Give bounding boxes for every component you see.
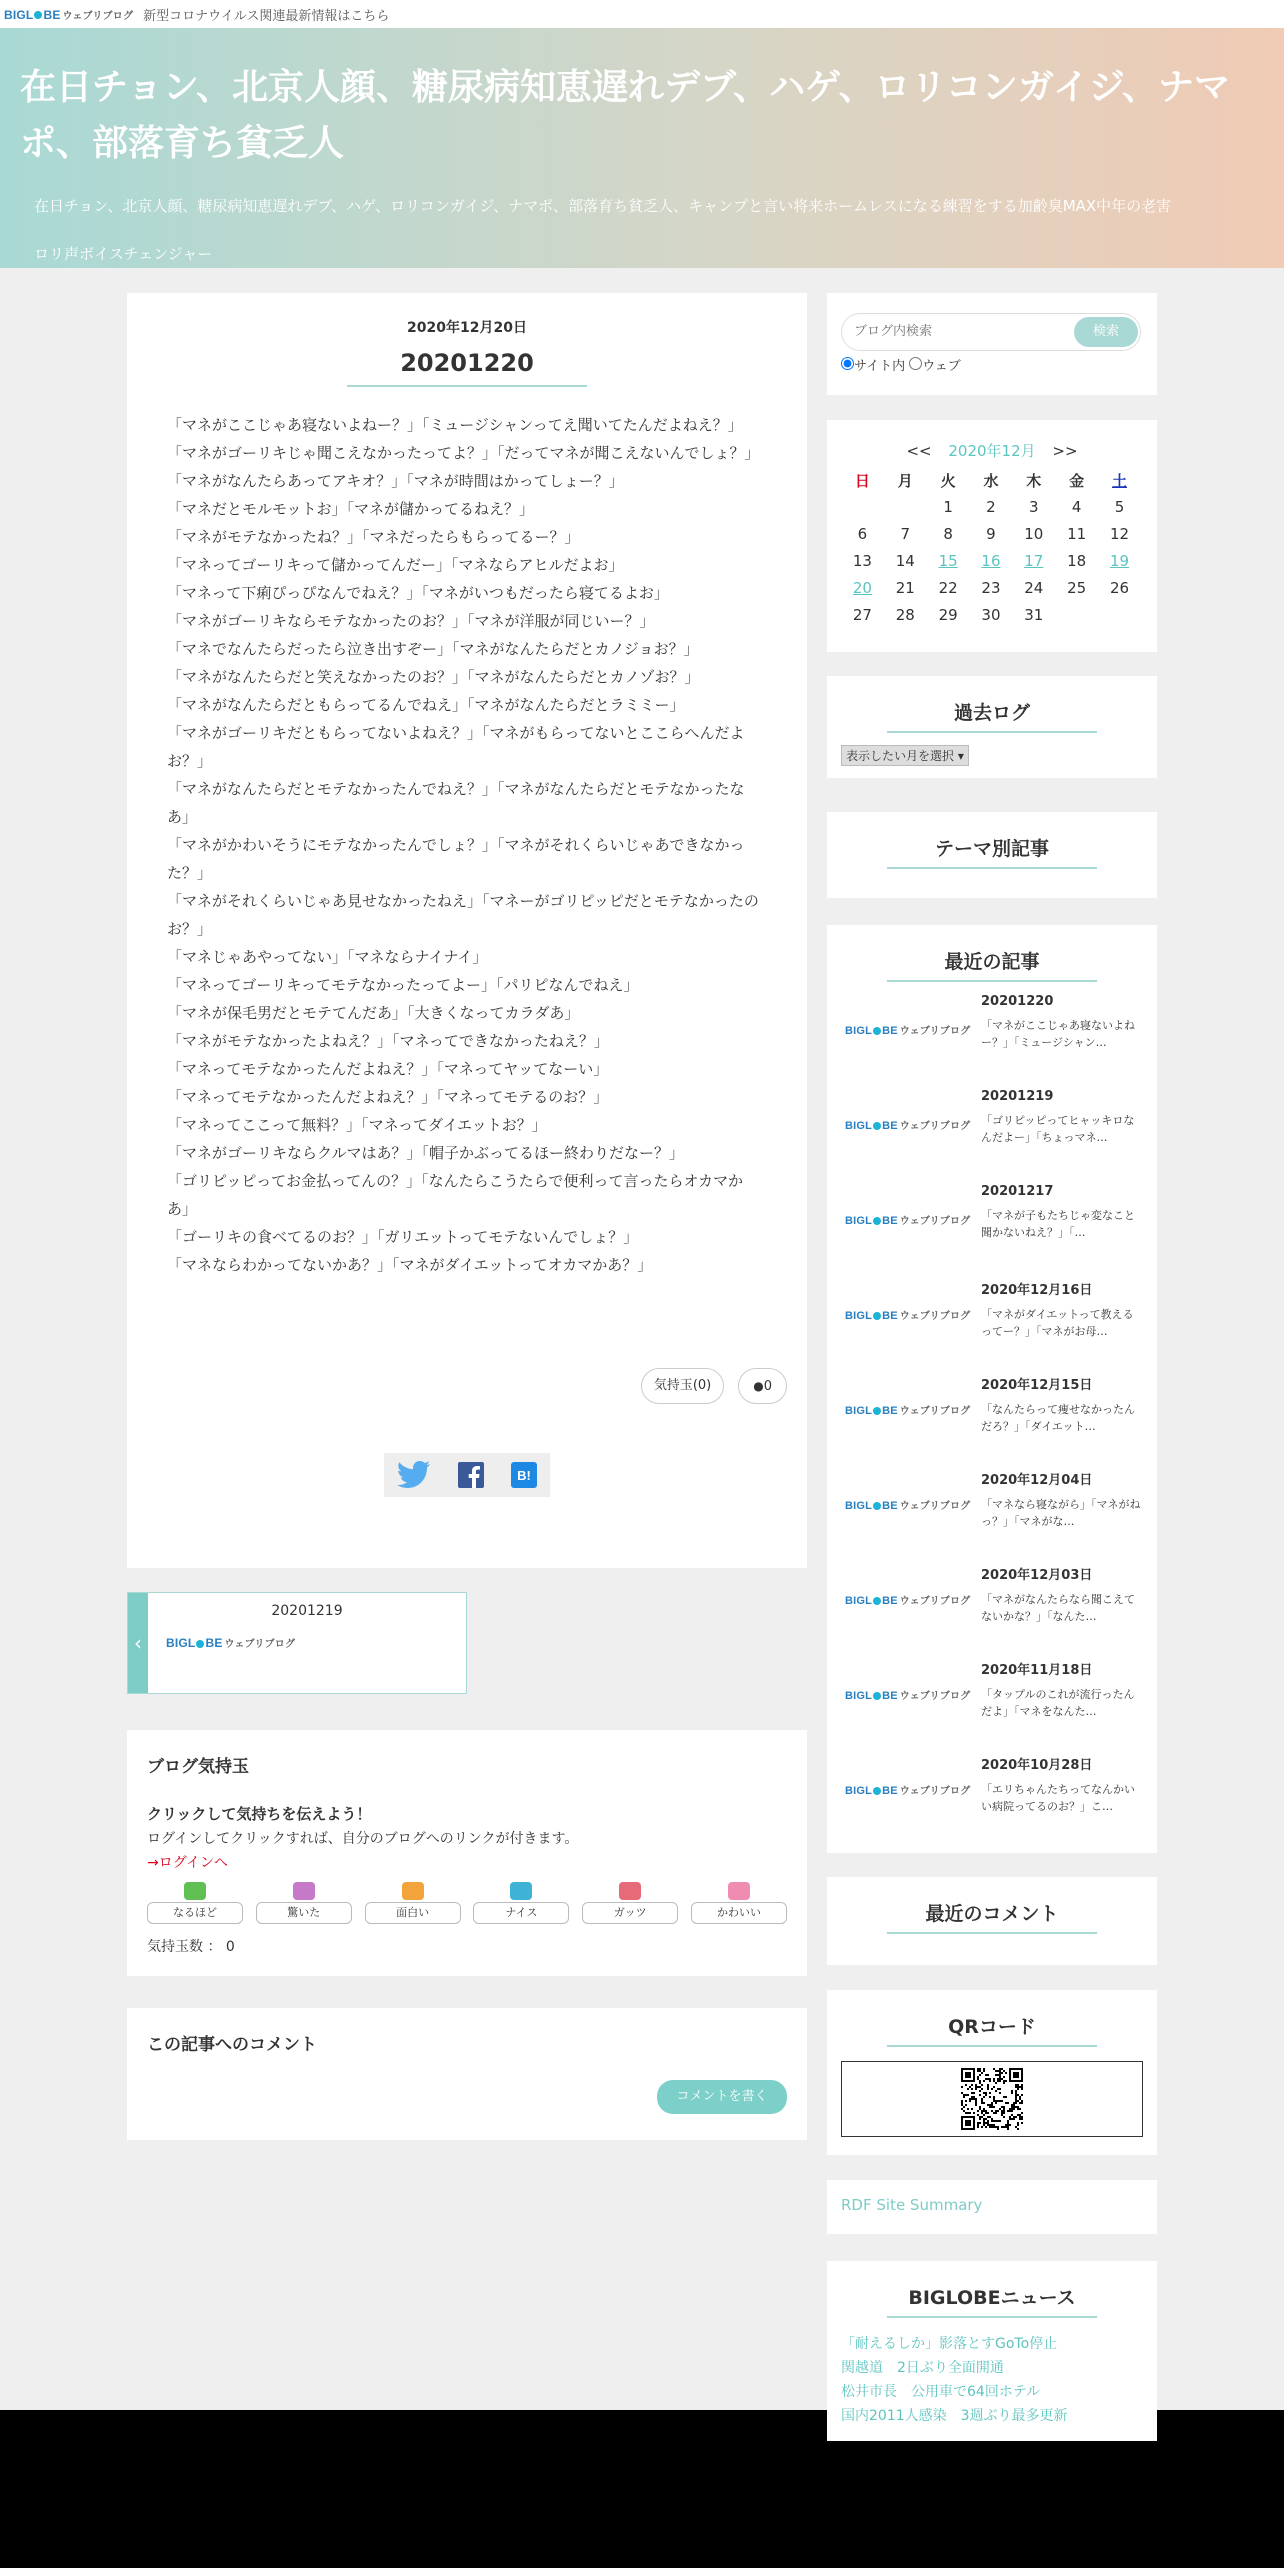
article-line: 「マネがそれくらいじゃあ見せなかったねえ」「マネーがゴリピッピだとモテなかったのお？」 bbox=[167, 892, 759, 938]
calendar-day: 9 bbox=[986, 524, 996, 543]
recent-item-excerpt: 「マネがなんたらなら聞こえてないかな？」「なんた… bbox=[981, 1593, 1135, 1623]
calendar-weekday: 水 bbox=[983, 471, 999, 490]
heading-line bbox=[887, 1932, 1097, 1934]
calendar-day: 30 bbox=[981, 605, 1001, 624]
logo-dot bbox=[873, 1217, 881, 1225]
news-item[interactable]: 「耐えるしか」影落とすGoTo停止 bbox=[841, 2336, 1058, 2352]
calendar-day: 24 bbox=[1024, 578, 1044, 597]
kimochi-face-icon bbox=[402, 1882, 424, 1900]
kimochi-count: 気持玉数 ： 0 bbox=[147, 1939, 235, 1955]
calendar-weekday: 土 bbox=[1112, 471, 1128, 490]
recent-thumb-logo bbox=[841, 1089, 981, 1184]
news-item[interactable]: 国内2011人感染 3週ぶり最多更新 bbox=[841, 2408, 1068, 2424]
heading-line bbox=[887, 2316, 1097, 2318]
recent-item-excerpt: 「タップルのこれが流行ったんだよ」「マネをなんた… bbox=[981, 1688, 1135, 1718]
kimochi-label: ナイス bbox=[473, 1902, 569, 1924]
share-bar bbox=[384, 1453, 550, 1497]
article-line: 「マネってゴーリキってモテなかったってよー」「パリピなんでねえ」 bbox=[167, 976, 639, 994]
write-comment-button[interactable]: コメントを書く bbox=[657, 2080, 787, 2114]
rdf-box bbox=[827, 2180, 1157, 2234]
description-line-2: ロリ声ボイスチェンジャー bbox=[34, 245, 213, 263]
logo-text: BIGL bbox=[845, 1500, 873, 1512]
recent-heading: 最近の記事 bbox=[944, 951, 1040, 973]
heading-line bbox=[887, 980, 1097, 982]
qr-frame bbox=[841, 2061, 1143, 2137]
svg-text:B!: B! bbox=[516, 1468, 531, 1483]
kimochi-label: 驚いた bbox=[256, 1902, 352, 1924]
kimochi-note: ログインしてクリックすれば、自分のブログへのリンクが付きます。 bbox=[147, 1831, 579, 1847]
recent-comments-box bbox=[827, 1877, 1157, 1965]
site-radio-label: サイト内 bbox=[854, 359, 906, 374]
news-box bbox=[827, 2261, 1157, 2441]
logo-text-2: BE bbox=[882, 1595, 898, 1607]
theme-heading: テーマ別記事 bbox=[934, 838, 1049, 860]
comments-box bbox=[127, 2008, 807, 2140]
recent-item[interactable] bbox=[841, 994, 1143, 1089]
logo-dot bbox=[873, 1502, 881, 1510]
recent-item[interactable] bbox=[841, 1374, 1143, 1469]
logo-dot bbox=[873, 1692, 881, 1700]
kimochi-label: なるほど bbox=[147, 1902, 243, 1924]
logo-text: BIGL bbox=[845, 1690, 873, 1702]
logo-sub: ウェブリブログ bbox=[899, 1311, 971, 1322]
logo-sub: ウェブリブログ bbox=[899, 1216, 971, 1227]
heading-line bbox=[887, 731, 1097, 733]
recent-item-date: 20201217 bbox=[981, 1184, 1054, 1199]
news-heading: BIGLOBEニュース bbox=[908, 2287, 1076, 2309]
article-body bbox=[127, 387, 807, 1279]
calendar-day: 8 bbox=[943, 524, 953, 543]
calendar-day: 25 bbox=[1067, 578, 1087, 597]
kimochi-label: ガッツ bbox=[582, 1902, 678, 1924]
logo-sub: ウェブリブログ bbox=[899, 1691, 971, 1702]
search-box bbox=[827, 293, 1157, 395]
calendar-box bbox=[827, 420, 1157, 652]
calendar-day bbox=[841, 493, 884, 520]
article-line: 「マネってゴーリキって儲かってんだー」「マネならアヒルだよお」 bbox=[167, 556, 624, 574]
calendar-day bbox=[1098, 601, 1141, 628]
calendar-day[interactable]: 16 bbox=[981, 551, 1001, 570]
calendar-weekday: 日 bbox=[854, 471, 870, 490]
calendar-day[interactable]: 20 bbox=[852, 578, 872, 597]
calendar-day: 27 bbox=[852, 605, 872, 624]
recent-thumb-logo bbox=[841, 1279, 981, 1374]
recent-thumb-logo bbox=[841, 1184, 981, 1279]
logo-sub: ウェブリブログ bbox=[899, 1406, 971, 1417]
search-scope bbox=[841, 355, 1143, 374]
recent-item[interactable] bbox=[841, 1184, 1143, 1279]
archive-select[interactable]: 表示したい月を選択 ▾ bbox=[841, 745, 969, 766]
blog-description bbox=[20, 182, 1264, 278]
archive-box bbox=[827, 676, 1157, 778]
kimochi-item[interactable] bbox=[365, 1882, 461, 1924]
article-line: 「マネでなんたらだったら泣き出すぞー」「マネがなんたらだとカノジョお？」 bbox=[167, 640, 699, 658]
web-radio[interactable] bbox=[909, 357, 922, 370]
calendar-table bbox=[841, 467, 1141, 628]
logo-dot bbox=[34, 11, 42, 19]
logo-sub: ウェブリブログ bbox=[899, 1026, 971, 1037]
description-line-1: 在日チョン、北京人顔、糖尿病知恵遅れデブ、ハゲ、ロリコンガイジ、ナマポ、部落育ち貧乏人、キャンプと言い将来ホームレスになる練習をする加齢臭MAX中年の老害 bbox=[34, 197, 1172, 215]
calendar-weekday: 木 bbox=[1026, 471, 1042, 490]
article-title[interactable]: 20201220 bbox=[400, 349, 534, 377]
recent-item[interactable] bbox=[841, 1279, 1143, 1374]
article-line: 「マネがゴーリキじゃ聞こえなかったってよ？」「だってマネが聞こえないんでしょ？」 bbox=[167, 444, 760, 462]
logo-text-2: BE bbox=[882, 1500, 898, 1512]
logo-text: BIGL bbox=[166, 1636, 196, 1650]
article-line: 「ゴリピッピってお金払ってんの？」「なんたらこうたらで便利って言ったらオカマかあ」 bbox=[167, 1172, 744, 1218]
article-line: 「マネがモテなかったね？」「マネだったらもらってるー？」 bbox=[167, 528, 580, 546]
logo-text-2: BE bbox=[882, 1310, 898, 1322]
calendar-day: 26 bbox=[1109, 578, 1130, 597]
recent-item-date: 2020年10月28日 bbox=[981, 1758, 1093, 1773]
calendar-prev[interactable]: << bbox=[906, 442, 932, 460]
facebook-icon[interactable] bbox=[458, 1462, 484, 1488]
kimochi-item[interactable] bbox=[147, 1882, 243, 1924]
logo-text: BIGL bbox=[845, 1215, 873, 1227]
recent-item-excerpt: 「マネなら寝ながら」「マネがねっ？」「マネがな… bbox=[981, 1498, 1141, 1528]
article-line: 「マネってモテなかったんだよねえ？」「マネってヤッてなーい」 bbox=[167, 1060, 609, 1078]
recent-item[interactable] bbox=[841, 1659, 1143, 1754]
recent-box bbox=[827, 925, 1157, 1853]
recent-thumb-logo bbox=[841, 994, 981, 1089]
web-radio-label: ウェブ bbox=[922, 359, 961, 374]
logo-text-2: BE bbox=[205, 1636, 223, 1650]
calendar-weekday: 月 bbox=[897, 471, 913, 490]
calendar-day: 10 bbox=[1024, 524, 1044, 543]
logo-sub: ウェブリブログ bbox=[899, 1596, 971, 1607]
logo-sub: ウェブリブログ bbox=[224, 1639, 296, 1650]
kimochi-face-icon bbox=[510, 1882, 532, 1900]
recent-thumb-logo bbox=[841, 1754, 981, 1849]
article-line: 「マネならわかってないかあ？」「マネがダイエットってオカマかあ？」 bbox=[167, 1256, 653, 1274]
calendar-day: 28 bbox=[895, 605, 915, 624]
kimochi-box bbox=[127, 1730, 807, 1976]
logo-text-2: BE bbox=[882, 1025, 898, 1037]
calendar-day: 6 bbox=[857, 524, 868, 543]
logo-dot bbox=[873, 1597, 881, 1605]
calendar-day: 5 bbox=[1114, 497, 1125, 516]
kimochi-item[interactable] bbox=[691, 1882, 787, 1924]
kimochi-item[interactable] bbox=[256, 1882, 352, 1924]
article-line: 「マネがゴーリキならクルマはあ？」「帽子かぶってるほー終わりだなー？」 bbox=[167, 1144, 685, 1162]
calendar-day: 3 bbox=[1029, 497, 1039, 516]
recent-item-date: 2020年11月18日 bbox=[981, 1663, 1093, 1678]
logo-text: BIGL bbox=[845, 1595, 873, 1607]
calendar-day: 11 bbox=[1067, 524, 1087, 543]
article-line: 「マネがなんたらあってアキオ？」「マネが時間はかってしょー？」 bbox=[167, 472, 624, 490]
recent-thumb-logo bbox=[841, 1564, 981, 1659]
qr-code-icon bbox=[961, 2068, 1023, 2130]
login-link[interactable]: →ログインへ bbox=[147, 1855, 229, 1871]
calendar-day: 1 bbox=[943, 497, 953, 516]
logo-text-2: BE bbox=[882, 1120, 898, 1132]
logo-sub: ウェブリブログ bbox=[62, 10, 134, 22]
speech-bubble-icon: ● bbox=[753, 1379, 764, 1393]
recent-comments-heading: 最近のコメント bbox=[925, 1903, 1059, 1925]
article-line: 「マネがゴーリキならモテなかったのお？」「マネが洋服が同じいー？」 bbox=[167, 612, 655, 630]
article-actions bbox=[641, 1368, 787, 1404]
search-button[interactable]: 検索 bbox=[1074, 317, 1138, 347]
article-line: 「マネじゃあやってない」「マネならナイナイ」 bbox=[167, 948, 488, 966]
kimochi-label: 面白い bbox=[365, 1902, 461, 1924]
rdf-link[interactable]: RDF Site Summary bbox=[841, 2196, 983, 2214]
logo-text-2: BE bbox=[882, 1405, 898, 1417]
recent-item-excerpt: 「マネが子もたちじゃ変なこと聞かないねえ？」「… bbox=[981, 1209, 1135, 1239]
calendar-day: 21 bbox=[895, 578, 915, 597]
recent-item-date: 2020年12月04日 bbox=[981, 1473, 1093, 1488]
kimochi-face-icon bbox=[293, 1882, 315, 1900]
recent-item-date: 2020年12月16日 bbox=[981, 1283, 1093, 1298]
theme-box bbox=[827, 812, 1157, 898]
calendar-day bbox=[1055, 601, 1098, 628]
article-line: 「マネがなんたらだとモテなかったんでねえ？」「マネがなんたらだとモテなかったなあ」 bbox=[167, 780, 745, 826]
article-line: 「マネがかわいそうにモテなかったんでしょ？」「マネがそれくらいじゃあできなかった？」 bbox=[167, 836, 745, 882]
search-field-wrap bbox=[841, 313, 1141, 351]
article-box bbox=[127, 293, 807, 1568]
recent-item-date: 2020年12月03日 bbox=[981, 1568, 1093, 1583]
calendar-month[interactable]: 2020年12月 bbox=[948, 442, 1036, 460]
recent-list bbox=[841, 994, 1143, 1849]
article-line: 「マネってモテなかったんだよねえ？」「マネってモテるのお？」 bbox=[167, 1088, 609, 1106]
logo-sub: ウェブリブログ bbox=[899, 1501, 971, 1512]
article-line: 「マネって下痢ぴっぴなんでねえ？」「マネがいつもだったら寝てるよお」 bbox=[167, 584, 669, 602]
kimochi-item[interactable] bbox=[473, 1882, 569, 1924]
prev-article-card[interactable] bbox=[127, 1592, 467, 1694]
logo-text: BIGL bbox=[845, 1025, 873, 1037]
calendar-day[interactable]: 15 bbox=[938, 551, 958, 570]
logo-text: BIGL bbox=[845, 1785, 873, 1797]
article-line: 「マネがなんたらだと笑えなかったのお？」「マネがなんたらだとカノゾお？」 bbox=[167, 668, 700, 686]
calendar-day: 31 bbox=[1024, 605, 1044, 624]
article-line: 「マネがなんたらだともらってるんでねえ」「マネがなんたらだとラミミー」 bbox=[167, 696, 685, 714]
recent-thumb-logo bbox=[841, 1374, 981, 1469]
calendar-day: 22 bbox=[938, 578, 958, 597]
article-line: 「マネがモテなかったよねえ？」「マネってできなかったねえ？」 bbox=[167, 1032, 609, 1050]
logo-text-2: BE bbox=[882, 1785, 898, 1797]
hatena-bookmark-icon[interactable] bbox=[511, 1462, 537, 1488]
calendar-day: 2 bbox=[986, 497, 996, 516]
calendar-day: 29 bbox=[938, 605, 958, 624]
heading-line bbox=[887, 2045, 1097, 2047]
calendar-weekday: 金 bbox=[1069, 471, 1085, 490]
article-date: 2020年12月20日 bbox=[407, 320, 527, 336]
logo-dot bbox=[873, 1027, 881, 1035]
article-line: 「マネが保毛男だとモテてんだあ」「大きくなってカラダあ」 bbox=[167, 1004, 580, 1022]
logo-sub: ウェブリブログ bbox=[899, 1121, 971, 1132]
archive-heading: 過去ログ bbox=[953, 702, 1030, 724]
recent-thumb-logo bbox=[841, 1469, 981, 1564]
recent-item-date: 2020年12月15日 bbox=[981, 1378, 1093, 1393]
logo-dot bbox=[873, 1122, 881, 1130]
search-input[interactable] bbox=[854, 323, 1054, 338]
calendar-day[interactable]: 19 bbox=[1109, 551, 1130, 570]
qr-heading: QRコード bbox=[948, 2016, 1036, 2038]
article-line: 「マネがここじゃあ寝ないよねー？」「ミュージシャンってえ聞いてたんだよねえ？」 bbox=[167, 416, 743, 434]
kimochi-heading: ブログ気持玉 bbox=[147, 1757, 249, 1777]
logo-dot bbox=[873, 1312, 881, 1320]
top-bar bbox=[0, 0, 1284, 28]
calendar-day: 7 bbox=[900, 524, 911, 543]
kimochi-lead: クリックして気持ちを伝えよう！ bbox=[147, 1805, 372, 1823]
logo-text: BIGL bbox=[845, 1405, 873, 1417]
prev-thumb-logo bbox=[166, 1635, 295, 1650]
calendar-day: 12 bbox=[1109, 524, 1130, 543]
archive-select-value: 表示したい月を選択 bbox=[846, 749, 955, 763]
recent-item-date: 20201219 bbox=[981, 1089, 1054, 1104]
recent-item-excerpt: 「なんたらって痩せなかったんだろ？」「ダイエット… bbox=[981, 1403, 1135, 1433]
site-radio[interactable] bbox=[841, 357, 854, 370]
calendar-day: 23 bbox=[981, 578, 1001, 597]
article-line: 「マネだとモルモットお」「マネが儲かってるねえ？」 bbox=[167, 500, 535, 518]
calendar-day bbox=[884, 493, 927, 520]
logo-text-2: BE bbox=[43, 7, 61, 22]
kimochi-items bbox=[147, 1882, 787, 1924]
covid-notice-link[interactable]: 新型コロナウイルス関連最新情報はこちら bbox=[143, 8, 390, 24]
twitter-icon[interactable] bbox=[397, 1461, 431, 1489]
calendar-day[interactable]: 17 bbox=[1024, 551, 1044, 570]
recent-item-date: 20201220 bbox=[981, 994, 1054, 1009]
comment-count-button[interactable] bbox=[738, 1368, 787, 1404]
calendar-next[interactable]: >> bbox=[1052, 442, 1078, 460]
logo-text: BIGL bbox=[845, 1310, 873, 1322]
logo-dot bbox=[873, 1407, 881, 1415]
calendar-day: 13 bbox=[852, 551, 872, 570]
biglobe-logo[interactable] bbox=[4, 7, 133, 22]
blog-title[interactable]: 在日チョン、北京人顔、糖尿病知恵遅れデブ、ハゲ、ロリコンガイジ、ナマポ、部落育ち貧乏人 bbox=[20, 67, 1230, 164]
news-item[interactable]: 関越道 2日ぶり全面開通 bbox=[841, 2360, 1004, 2376]
recent-item[interactable] bbox=[841, 1754, 1143, 1849]
kimochi-button[interactable]: 気持玉(0) bbox=[641, 1368, 724, 1404]
prev-article-title: 20201219 bbox=[271, 1603, 343, 1619]
recent-item-excerpt: 「ゴリピッピってヒャッキロなんだよー」「ちょっマネ… bbox=[981, 1114, 1135, 1144]
blog-header bbox=[0, 28, 1284, 268]
calendar-day: 14 bbox=[895, 551, 915, 570]
logo-text-2: BE bbox=[882, 1215, 898, 1227]
kimochi-label: かわいい bbox=[691, 1902, 787, 1924]
chevron-left-icon[interactable]: ‹ bbox=[128, 1593, 148, 1693]
logo-text-2: BE bbox=[882, 1690, 898, 1702]
recent-item-excerpt: 「マネがダイエットって教えるってー？」「マネがお母… bbox=[981, 1308, 1134, 1338]
qr-box bbox=[827, 1990, 1157, 2155]
article-line: 「マネがゴーリキだともらってないよねえ？」「マネがもらってないとここらへんだよお？」 bbox=[167, 724, 745, 770]
logo-dot bbox=[873, 1787, 881, 1795]
recent-item[interactable] bbox=[841, 1089, 1143, 1184]
calendar-weekday: 火 bbox=[940, 471, 956, 490]
kimochi-item[interactable] bbox=[582, 1882, 678, 1924]
news-list bbox=[841, 2332, 1143, 2428]
logo-dot bbox=[196, 1640, 204, 1648]
comment-count: 0 bbox=[763, 1379, 772, 1394]
logo-text: BIGL bbox=[4, 7, 34, 22]
logo-text: BIGL bbox=[845, 1120, 873, 1132]
heading-line bbox=[887, 867, 1097, 869]
recent-item[interactable] bbox=[841, 1564, 1143, 1659]
kimochi-face-icon bbox=[184, 1882, 206, 1900]
news-item[interactable]: 松井市長 公用車で64回ホテル bbox=[841, 2384, 1041, 2400]
recent-thumb-logo bbox=[841, 1659, 981, 1754]
recent-item-excerpt: 「マネがここじゃあ寝ないよねー？」「ミュージシャン… bbox=[981, 1019, 1135, 1049]
logo-sub: ウェブリブログ bbox=[899, 1786, 971, 1797]
calendar-day: 18 bbox=[1067, 551, 1087, 570]
article-line: 「ゴーリキの食べてるのお？」「ガリエットってモテないんでしょ？」 bbox=[167, 1228, 639, 1246]
calendar-day: 4 bbox=[1071, 497, 1082, 516]
kimochi-face-icon bbox=[619, 1882, 641, 1900]
recent-item-excerpt: 「エリちゃんたちってなんかいい病院ってるのお？」こ… bbox=[981, 1783, 1135, 1813]
kimochi-face-icon bbox=[728, 1882, 750, 1900]
calendar-nav bbox=[841, 440, 1143, 461]
article-line: 「マネってここって無料？」「マネってダイエットお？」 bbox=[167, 1116, 547, 1134]
comments-heading: この記事へのコメント bbox=[147, 2035, 317, 2055]
recent-item[interactable] bbox=[841, 1469, 1143, 1564]
